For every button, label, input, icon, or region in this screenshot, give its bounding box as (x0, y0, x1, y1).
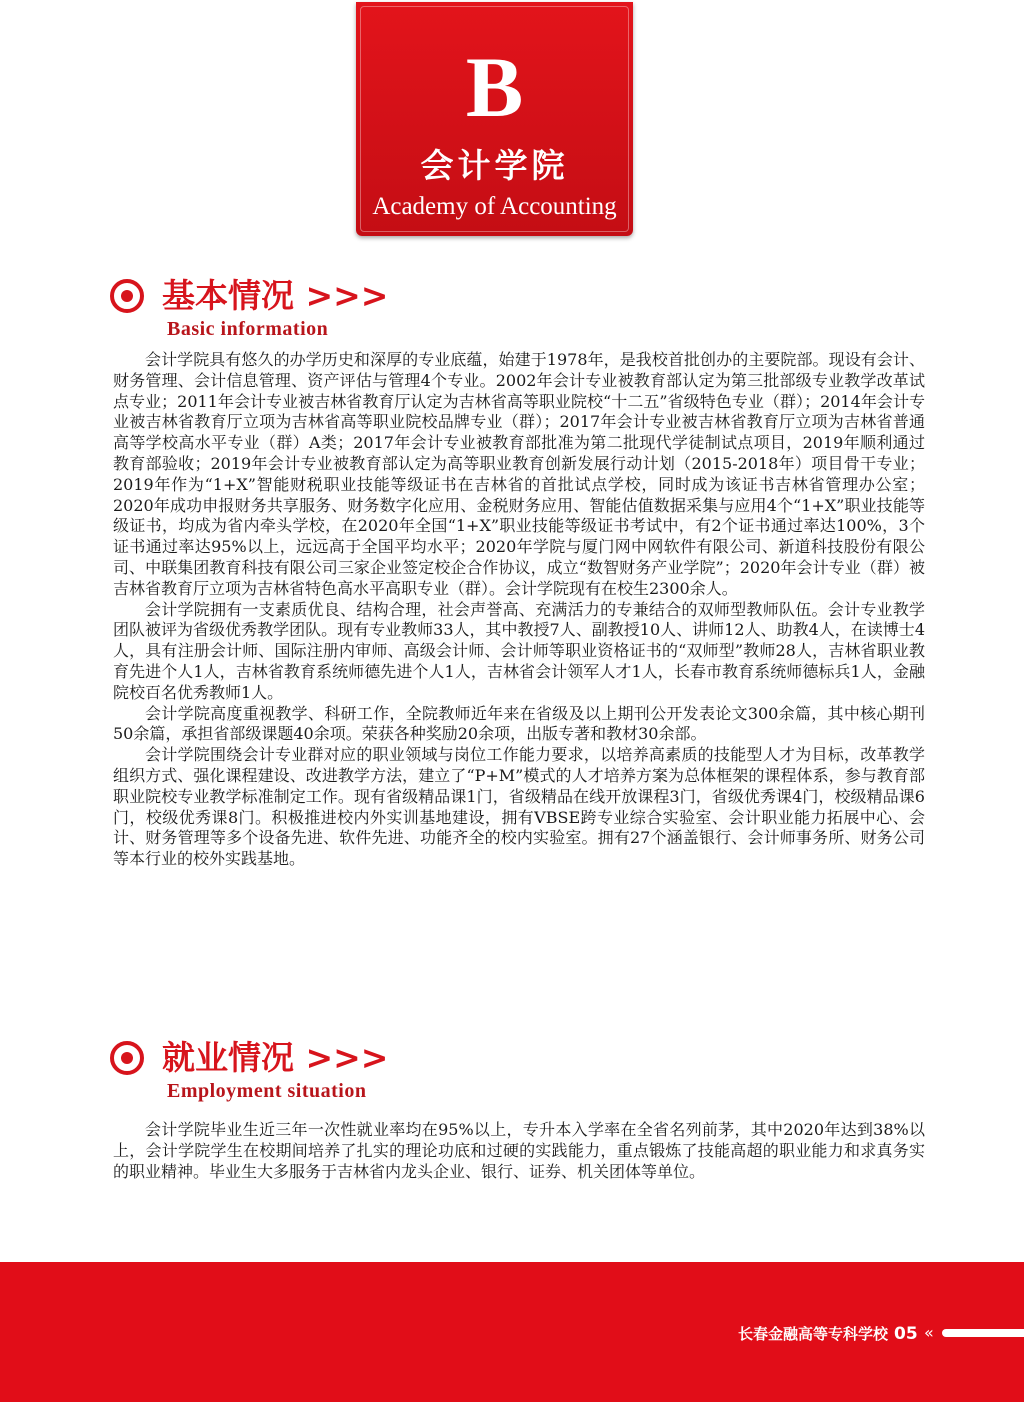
section-subtitle: Employment situation (167, 1080, 367, 1102)
section-subtitle: Basic information (167, 318, 329, 340)
target-bullet-icon (110, 279, 144, 313)
paragraph: 会计学院毕业生近三年一次性就业率均在95%以上，专升本入学率在全省名列前茅，其中2020年达到38%以上，会计学院学生在校期间培养了扎实的理论功底和过硬的实践能力，重点锻炼了技能高超的职业能力和求真务实的职业精神。毕业生大多服务于吉林省内龙头企业、银行、证券、机关团体等单位。 (113, 1120, 925, 1181)
target-bullet-icon (110, 1041, 144, 1075)
section-body-basic (113, 350, 925, 870)
section-title: 基本情况 >>> (162, 276, 389, 315)
chevron-left-icon: « (924, 1323, 931, 1342)
section-body-employment (113, 1120, 925, 1182)
chapter-subtitle: Academy of Accounting (372, 193, 617, 220)
section-title: 就业情况 >>> (162, 1038, 389, 1077)
paragraph: 会计学院高度重视教学、科研工作，全院教师近年来在省级及以上期刊公开发表论文300余篇，其中核心期刊50余篇，承担省部级课题40余项。荣获各种奖励20余项，出版专著和教材30余部。 (113, 703, 925, 744)
footer-decor-bar (942, 1329, 1024, 1337)
page-number: 05 (894, 1324, 918, 1344)
chapter-title: 会计学院 (420, 146, 569, 185)
chapter-letter: B (465, 39, 524, 135)
footer-school-name: 长春金融高等专科学校 (738, 1325, 889, 1343)
paragraph: 会计学院具有悠久的办学历史和深厚的专业底蕴，始建于1978年，是我校首批创办的主要院部。现设有会计、财务管理、会计信息管理、资产评估与管理4个专业。2002年会计专业被教育部认定为第三批部级专业教学改革试点专业；2011年会计专业被吉林省教育厅认定为吉林省高等职业院校“十二五”省级特色专业（群）；2014年会计专业被吉林省教育厅立项为吉林省高等职业院校品牌专业（群）；2017年会计专业被吉林省教育厅立项为吉林省普通高等学校高水平专业（群）A类；2017年会计专业被教育部批准为第二批现代学徒制试点项目，2019年顺利通过教育部验收；2019年会计专业被教育部认定为高等职业教育创新发展行动计划（2015-2018年）项目骨干专业；2019年作为“1+X”智能财税职业技能等级证书在吉林省的首批试点学校，同时成为该证书吉林省管理办公室；2020年成功申报财务共享服务、财务数字化应用、金税财务应用、智能估值数据采集与应用4个“1+X”职业技能等级证书，均成为省内牵头学校，在2020年全国“1+X”职业技能等级证书考试中，有2个证书通过率达100%，3个证书通过率达95%以上，远远高于全国平均水平；2020年学院与厦门网中网软件有限公司、新道科技股份有限公司、中联集团教育科技有限公司三家企业签定校企合作协议，成立“数智财务产业学院”；2020年会计专业（群）被吉林省教育厅立项为吉林省特色高水平高职专业（群）。会计学院现有在校生2300余人。 (113, 350, 925, 598)
chapter-tab (356, 2, 633, 236)
paragraph: 会计学院拥有一支素质优良、结构合理，社会声誉高、充满活力的专兼结合的双师型教师队伍。会计专业教学团队被评为省级优秀教学团队。现有专业教师33人，其中教授7人、副教授10人、讲师12人、助教4人，在读博士4人，具有注册会计师、国际注册内审师、高级会计师、会计师等职业资格证书的“双师型”教师28人，吉林省职业教育先进个人1人，吉林省教育系统师德先进个人1人，吉林省会计领军人才1人，长春市教育系统师德标兵1人，金融院校百名优秀教师1人。 (113, 599, 925, 702)
paragraph: 会计学院围绕会计专业群对应的职业领域与岗位工作能力要求，以培养高素质的技能型人才为目标，改革教学组织方式、强化课程建设、改进教学方法，建立了“P+M”模式的人才培养方案为总体框架的课程体系，参与教育部职业院校专业教学标准制定工作。现有省级精品课1门，省级精品在线开放课程3门，省级优秀课4门，校级精品课6门，校级优秀课8门。积极推进校内外实训基地建设，拥有VBSE跨专业综合实验室、会计职业能力拓展中心、会计、财务管理等多个设备先进、软件先进、功能齐全的校内实验室。拥有27个涵盖银行、会计师事务所、财务公司等本行业的校外实践基地。 (113, 745, 925, 869)
